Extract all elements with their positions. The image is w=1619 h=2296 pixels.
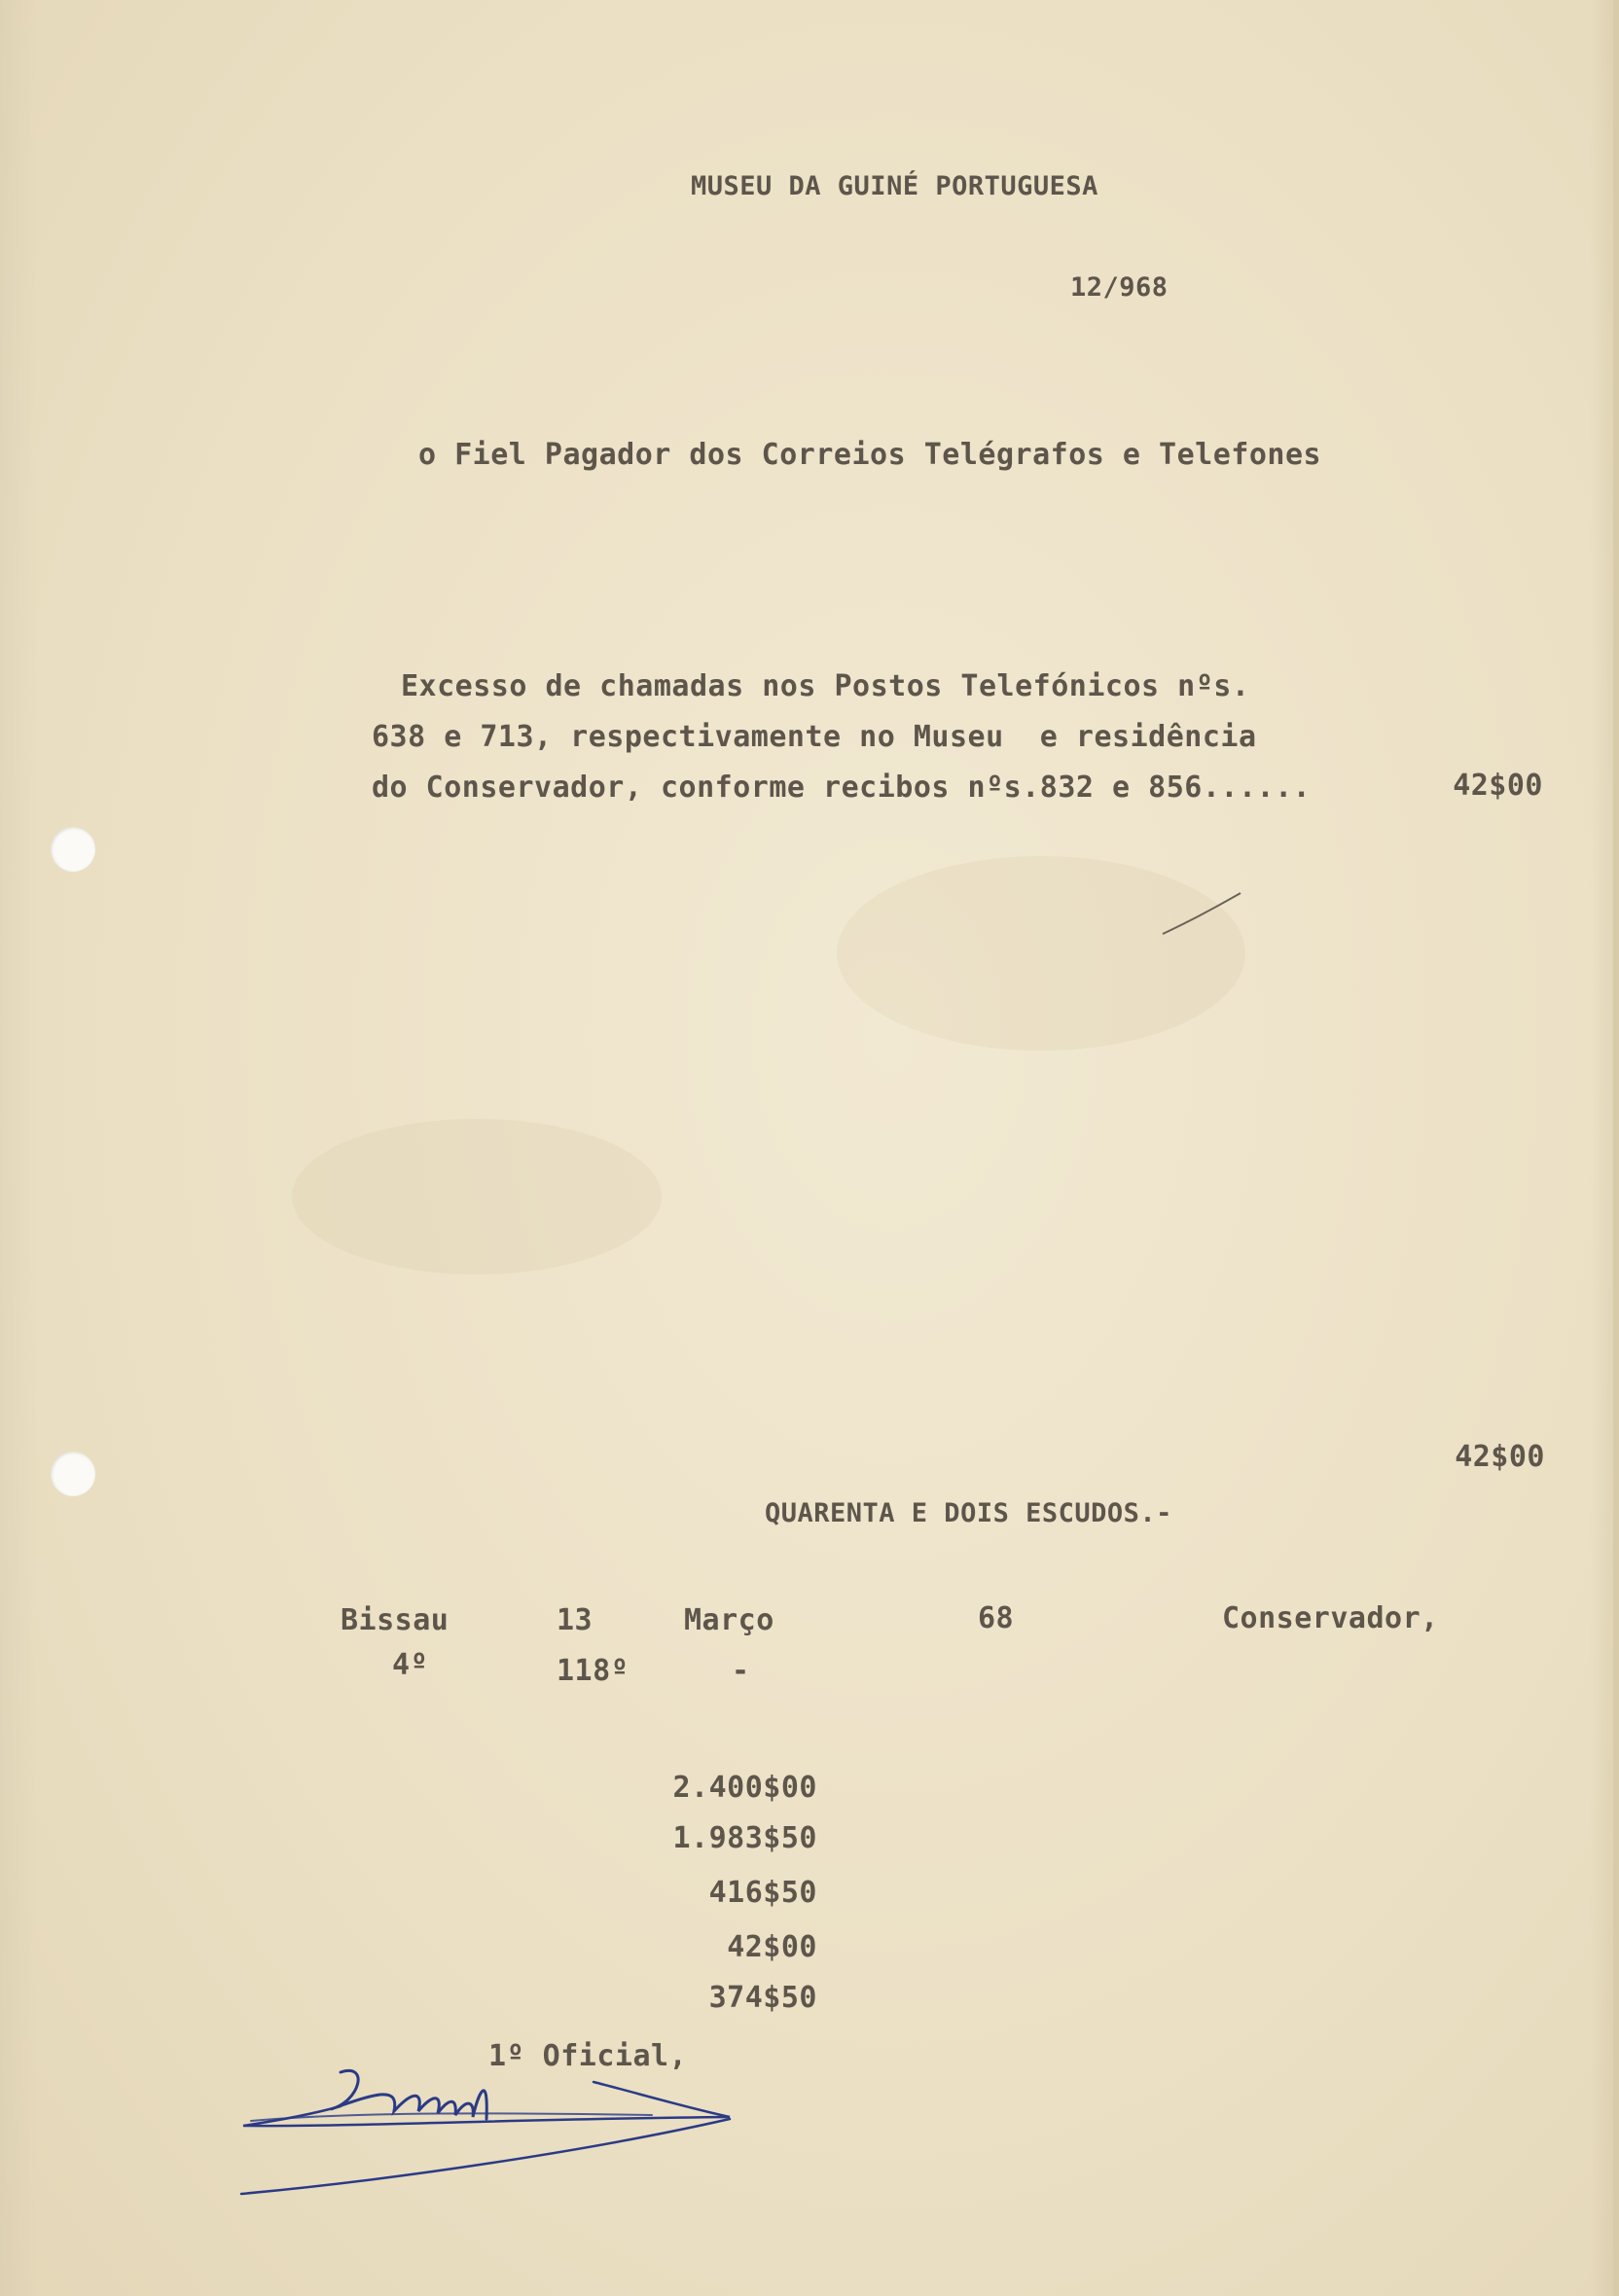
- punch-hole: [51, 1452, 95, 1496]
- description-amount: 42$00: [1453, 769, 1543, 803]
- total-amount: 42$00: [1455, 1440, 1545, 1474]
- ledger-line: 374$50: [708, 1981, 817, 2015]
- description-line-3: do Conservador, conforme recibos nºs.832 e 856......: [372, 771, 1312, 805]
- paper-edge: [1613, 0, 1619, 2296]
- handwritten-signature: [224, 2033, 749, 2208]
- signature-title: 1º Oficial,: [488, 2039, 688, 2073]
- institution-header: MUSEU DA GUINÉ PORTUGUESA: [691, 171, 1098, 201]
- punch-hole: [51, 827, 95, 872]
- date-month: Março: [684, 1603, 774, 1637]
- recipient-line: o Fiel Pagador dos Correios Telégrafos e Telefones: [418, 438, 1322, 472]
- reference-number: 12/968: [1070, 272, 1169, 303]
- class-col-1: 4º: [392, 1648, 429, 1682]
- signer-role: Conservador,: [1222, 1601, 1439, 1635]
- ledger-line: 2.400$00: [672, 1771, 817, 1805]
- class-col-2: 118º: [557, 1654, 630, 1688]
- ledger-line: 1.983$50: [672, 1821, 817, 1855]
- ledger-line: 416$50: [708, 1876, 817, 1910]
- ledger-line: 42$00: [727, 1930, 817, 1964]
- date-day: 13: [557, 1603, 594, 1637]
- class-col-3: -: [732, 1654, 750, 1688]
- description-line-1: Excesso de chamadas nos Postos Telefónicos nºs.: [401, 669, 1250, 703]
- date-year: 68: [978, 1601, 1015, 1635]
- paper-stain: [292, 1119, 662, 1274]
- description-line-2: 638 e 713, respectivamente no Museu e residência: [372, 720, 1257, 754]
- amount-in-words: QUARENTA E DOIS ESCUDOS.-: [765, 1498, 1172, 1528]
- pencil-mark: [1158, 883, 1245, 942]
- date-place: Bissau: [341, 1603, 450, 1637]
